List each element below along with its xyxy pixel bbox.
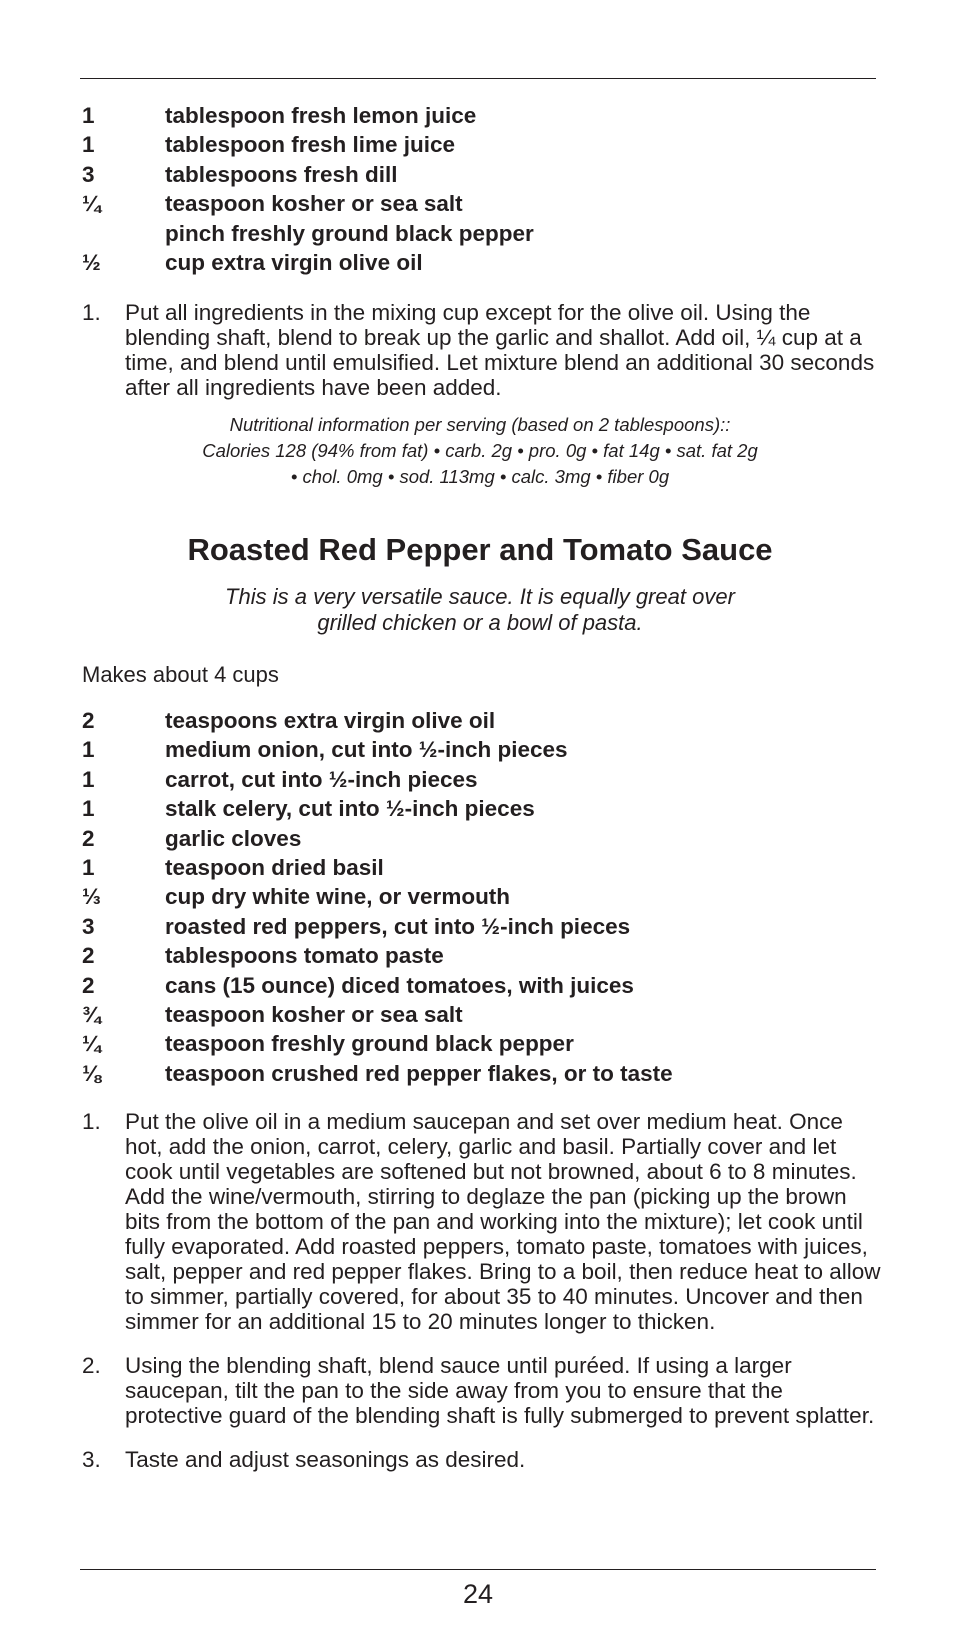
page-number: 24 xyxy=(462,1579,494,1609)
ingredient-list-top xyxy=(82,101,534,277)
ingredient-row xyxy=(82,912,673,941)
nutrition-line: Nutritional information per serving (based on 2 tablespoons):: xyxy=(229,414,731,435)
step-text: Put all ingredients in the mixing cup except for the olive oil. Using the blending shaft, blend to break up the garlic and shallot. Add oil, ¼ cup at a time, and blend until emulsified. Let mixture blend an additional 30 seconds after all ingredients have been added. xyxy=(125,300,875,400)
ingredient-qty: ¾ xyxy=(82,1001,101,1027)
ingredient-row xyxy=(82,189,534,218)
ingredient-qty: 1 xyxy=(82,737,95,763)
ingredient-qty: 2 xyxy=(82,972,95,998)
ingredient-item: pinch freshly ground black pepper xyxy=(165,220,534,246)
ingredient-item: roasted red peppers, cut into ½-inch pieces xyxy=(165,913,631,939)
ingredient-qty: ½ xyxy=(82,249,101,275)
ingredient-qty: 1 xyxy=(82,103,95,128)
step-number: 1. xyxy=(82,300,101,325)
ingredient-item: medium onion, cut into ½-inch pieces xyxy=(165,737,568,763)
step-number: 3. xyxy=(82,1447,101,1472)
ingredient-qty: ¼ xyxy=(82,191,101,217)
ingredient-row xyxy=(82,765,673,794)
step-number: 1. xyxy=(82,1109,101,1134)
ingredient-item: carrot, cut into ½-inch pieces xyxy=(165,766,478,792)
top-divider xyxy=(80,78,876,79)
ingredient-qty: 1 xyxy=(82,132,95,158)
ingredient-row xyxy=(82,1000,673,1029)
ingredient-item: teaspoons extra virgin olive oil xyxy=(165,708,496,733)
ingredient-qty: ¼ xyxy=(82,1031,101,1057)
ingredient-item: stalk celery, cut into ½-inch pieces xyxy=(165,796,535,822)
ingredient-item: teaspoon kosher or sea salt xyxy=(165,1001,463,1027)
ingredient-row xyxy=(82,824,673,853)
instruction-step xyxy=(82,1353,882,1428)
ingredient-qty: 3 xyxy=(82,161,95,187)
instruction-list xyxy=(82,1109,882,1491)
ingredient-row xyxy=(82,1059,673,1088)
nutrition-info xyxy=(120,412,840,490)
ingredient-row xyxy=(82,130,534,159)
ingredient-row xyxy=(82,248,534,277)
ingredient-item: tablespoons fresh dill xyxy=(165,161,398,187)
ingredient-item: garlic cloves xyxy=(165,825,302,851)
recipe-title: Roasted Red Pepper and Tomato Sauce xyxy=(187,532,773,567)
instruction-step xyxy=(82,1447,882,1472)
ingredient-item: tablespoons tomato paste xyxy=(165,943,444,969)
step-text: Using the blending shaft, blend sauce until puréed. If using a larger saucepan, tilt the pan to the side away from you to ensure that the protective guard of the blending shaft is fully submerged to prevent splatter. xyxy=(125,1353,875,1428)
ingredient-qty: 1 xyxy=(82,766,95,792)
recipe-intro xyxy=(120,584,840,636)
ingredient-qty: ⅛ xyxy=(82,1060,101,1086)
ingredient-row xyxy=(82,941,673,970)
bottom-divider xyxy=(80,1569,876,1570)
ingredient-qty: ⅓ xyxy=(82,884,101,910)
ingredient-list xyxy=(82,706,673,1088)
ingredient-row xyxy=(82,794,673,823)
ingredient-row xyxy=(82,882,673,911)
ingredient-qty: 2 xyxy=(82,943,95,969)
ingredient-row xyxy=(82,706,673,735)
instruction-step xyxy=(82,1109,882,1334)
ingredient-item: teaspoon crushed red pepper flakes, or to taste xyxy=(165,1060,673,1086)
ingredient-row xyxy=(82,101,534,130)
nutrition-line: • chol. 0mg • sod. 113mg • calc. 3mg • fiber 0g xyxy=(290,466,670,487)
ingredient-item: tablespoon fresh lime juice xyxy=(165,132,456,158)
ingredient-qty: 3 xyxy=(82,913,95,939)
ingredient-row xyxy=(82,853,673,882)
ingredient-item: teaspoon dried basil xyxy=(165,854,384,880)
ingredient-qty xyxy=(82,219,165,248)
ingredient-row xyxy=(82,219,534,248)
nutrition-line: Calories 128 (94% from fat) • carb. 2g • pro. 0g • fat 14g • sat. fat 2g xyxy=(202,440,758,461)
recipe-yield: Makes about 4 cups xyxy=(82,662,279,687)
step-text: Taste and adjust seasonings as desired. xyxy=(125,1447,526,1472)
ingredient-row xyxy=(82,735,673,764)
ingredient-qty: 1 xyxy=(82,796,95,822)
recipe-intro-line: grilled chicken or a bowl of pasta. xyxy=(317,610,643,635)
ingredient-item: teaspoon kosher or sea salt xyxy=(165,191,463,217)
recipe-intro-line: This is a very versatile sauce. It is equally great over xyxy=(225,584,735,609)
instruction-list-top xyxy=(82,300,882,400)
step-number: 2. xyxy=(82,1353,101,1378)
ingredient-item: cans (15 ounce) diced tomatoes, with juices xyxy=(165,972,634,998)
ingredient-row xyxy=(82,1029,673,1058)
ingredient-row xyxy=(82,971,673,1000)
ingredient-qty: 2 xyxy=(82,708,95,733)
ingredient-item: cup dry white wine, or vermouth xyxy=(165,884,511,910)
ingredient-qty: 2 xyxy=(82,825,95,851)
instruction-step xyxy=(82,300,882,400)
ingredient-item: teaspoon freshly ground black pepper xyxy=(165,1031,574,1057)
ingredient-row xyxy=(82,160,534,189)
ingredient-item: tablespoon fresh lemon juice xyxy=(165,103,477,128)
step-text: Put the olive oil in a medium saucepan and set over medium heat. Once hot, add the onion, carrot, celery, garlic and basil. Partially cover and let cook until vegetables are softened but not browned, about 6 to 8 minutes. Add the wine/vermouth, stirring to deglaze the pan (picking up the brown bits from the bottom of the pan and working into the mixture); let cook until fully evaporated. Add roasted peppers, tomato paste, tomatoes with juices, salt, pepper and red pepper flakes. Bring to a boil, then reduce heat to allow to simmer, partially covered, for about 35 to 40 minutes. Uncover and then simmer for an additional 15 to 20 minutes longer to thicken. xyxy=(125,1109,881,1334)
ingredient-item: cup extra virgin olive oil xyxy=(165,249,423,275)
ingredient-qty: 1 xyxy=(82,854,95,880)
